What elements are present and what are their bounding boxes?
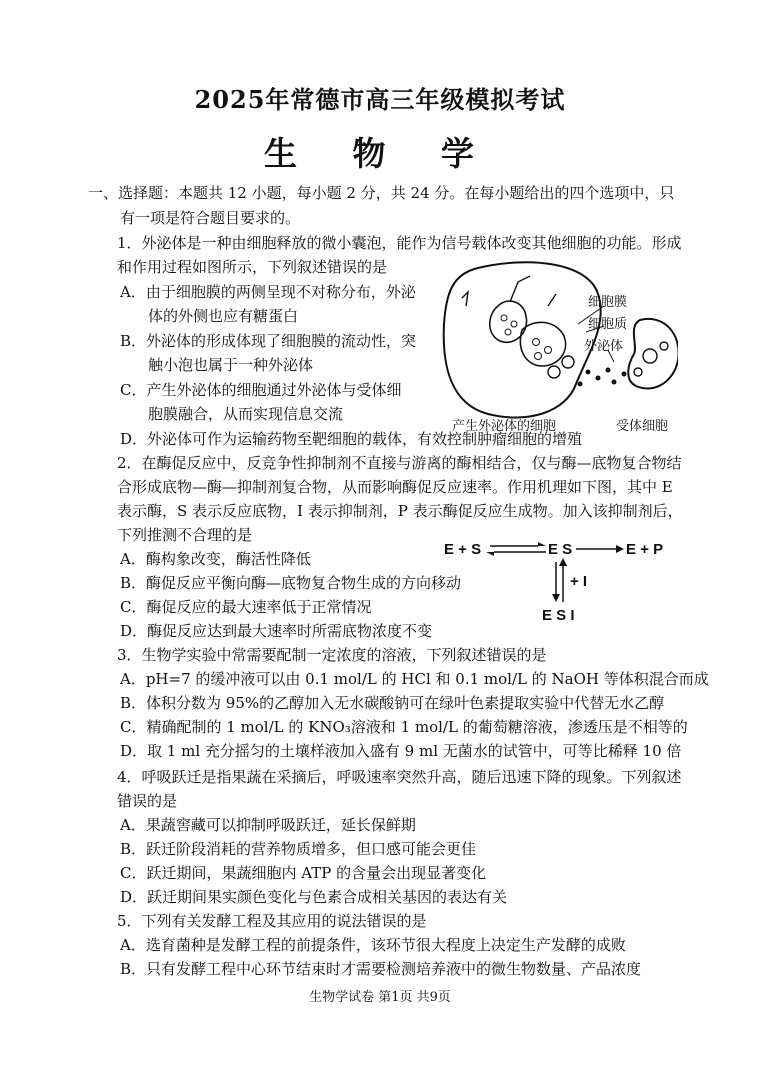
q1-option-b-cont: 触小泡也属于一种外泌体	[148, 356, 314, 374]
q4-option-d: D．跃迁期间果实颜色变化与色素合成相关基因的表达有关	[120, 888, 508, 906]
q2-stem-cont-1: 合形成底物—酶—抑制剂复合物，从而影响酶促反应速率。作用机理如下图，其中 E	[117, 478, 673, 496]
enzyme-reaction-diagram	[442, 536, 672, 622]
exam-title: 2025年常德市高三年级模拟考试	[194, 85, 566, 114]
subject-title: 生 物 学	[264, 134, 496, 173]
q4-stem-cont: 错误的是	[117, 792, 178, 810]
q5-stem: 5．下列有关发酵工程及其应用的说法错误的是	[117, 912, 427, 930]
q3-stem: 3．生物学实验中常需要配制一定浓度的溶液，下列叙述错误的是	[117, 646, 547, 664]
q5-option-a: A．选育菌种是发酵工程的前提条件，该环节很大程度上决定生产发酵的成败	[120, 936, 626, 954]
q2-option-d: D．酶促反应达到最大速率时所需底物浓度不变	[120, 622, 433, 640]
q1-stem: 1．外泌体是一种由细胞释放的微小囊泡，能作为信号载体改变其他细胞的功能。形成	[117, 234, 682, 252]
q1-option-c-cont: 胞膜融合，从而实现信息交流	[148, 405, 344, 423]
q3-option-d: D．取 1 ml 充分摇匀的土壤样液加入盛有 9 ml 无菌水的试管中，可等比稀释 10 倍	[120, 742, 682, 760]
page-footer: 生物学试卷 第1页 共9页	[309, 990, 451, 1005]
receptor-cell-outline	[628, 319, 678, 389]
q3-option-b: B．体积分数为 95%的乙醇加入无水碳酸钠可在绿叶色素提取实验中代替无水乙醇	[120, 694, 665, 712]
caption-receptor-cell: 受体细胞	[616, 418, 669, 433]
reactants-e-s: E + S	[444, 541, 482, 558]
q4-option-b: B．跃迁阶段消耗的营养物质增多，但口感可能会更佳	[120, 840, 477, 858]
label-exosome: 外泌体	[584, 338, 624, 353]
section-heading-cont: 有一项是符合题目要求的。	[120, 209, 301, 227]
q4-stem: 4．呼吸跃迁是指果蔬在采摘后，呼吸速率突然升高，随后迅速下降的现象。下列叙述	[117, 768, 682, 786]
q2-stem: 2．在酶促反应中，反竞争性抑制剂不直接与游离的酶相结合，仅与酶—底物复合物结	[117, 454, 682, 472]
complex-esi: E S I	[542, 607, 575, 622]
q2-stem-cont-3: 下列推测不合理的是	[117, 526, 253, 544]
q3-option-c: C．精确配制的 1 mol/L 的 KNO₃溶液和 1 mol/L 的葡萄糖溶液，渗透压是不相等的	[120, 718, 688, 736]
q1-option-b: B．外泌体的形成体现了细胞膜的流动性，突	[120, 332, 417, 350]
complex-es: E S	[548, 541, 573, 558]
products-e-p: E + P	[626, 541, 664, 558]
q2-stem-cont-2: 表示酶，S 表示反应底物，I 表示抑制剂，P 表示酶促反应生成物。加入该抑制剂后，	[117, 502, 683, 520]
q4-option-c: C．跃迁期间，果蔬细胞内 ATP 的含量会出现显著变化	[120, 864, 487, 882]
q2-option-a: A．酶构象改变，酶活性降低	[120, 550, 311, 568]
q1-option-a-cont: 体的外侧也应有糖蛋白	[148, 307, 299, 325]
q5-option-b: B．只有发酵工程中心环节结束时才需要检测培养液中的微生物数量、产品浓度	[120, 960, 642, 978]
q2-option-b: B．酶促反应平衡向酶—底物复合物生成的方向移动	[120, 574, 462, 592]
q1-stem-cont: 和作用过程如图所示，下列叙述错误的是	[117, 258, 388, 276]
exosome-figure	[438, 254, 678, 434]
q1-option-a: A．由于细胞膜的两侧呈现不对称分布，外泌	[120, 283, 416, 301]
q2-option-c: C．酶促反应的最大速率低于正常情况	[120, 598, 372, 616]
plus-inhibitor: + I	[570, 573, 588, 590]
multivesicular-body	[520, 322, 565, 366]
producing-cell-outline	[444, 262, 601, 417]
caption-producing-cell: 产生外泌体的细胞	[452, 418, 557, 433]
section-heading: 一、选择题：本题共 12 小题，每小题 2 分，共 24 分。在每小题给出的四个选项中，只	[88, 184, 675, 202]
label-membrane: 细胞膜	[588, 294, 628, 309]
q4-option-a: A．果蔬窖藏可以抑制呼吸跃迁，延长保鲜期	[120, 816, 416, 834]
q3-option-a: A．pH=7 的缓冲液可以由 0.1 mol/L 的 HCl 和 0.1 mol/L 的 NaOH 等体积混合而成	[120, 670, 709, 688]
q1-option-d: D．外泌体可作为运输药物至靶细胞的载体，有效控制肿瘤细胞的增殖	[120, 430, 583, 448]
label-cytoplasm: 细胞质	[588, 316, 628, 331]
q1-option-c: C．产生外泌体的细胞通过外泌体与受体细	[120, 381, 402, 399]
